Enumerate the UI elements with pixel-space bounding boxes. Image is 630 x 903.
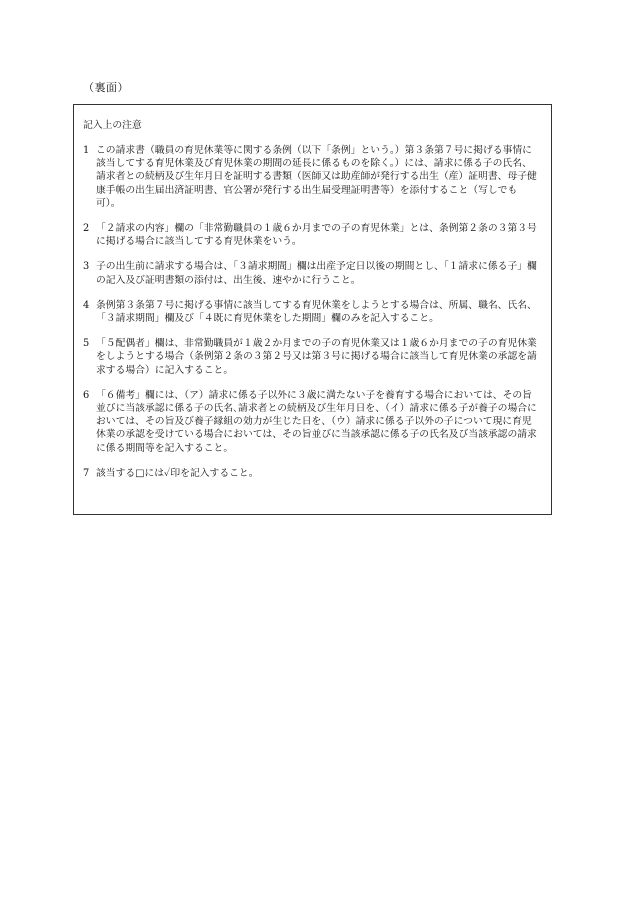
note-text: 「２請求の内容」欄の「非常勤職員の１歳６か月までの子の育児休業」とは、条例第２条の３第３号に掲げる場合に該当してする育児休業をいう。 (96, 223, 537, 248)
note-number: 2 (83, 223, 90, 235)
note-text: 「６備考」欄には、（ア）請求に係る子以外に３歳に満たない子を養育する場合においては、その旨並びに当該承認に係る子の氏名､請求者との続柄及び生年月日を、（イ）請求に係る子が養子の場合においては、その旨及び養子縁組の効力が生じた日を、（ウ）請求に係る子以外の子について現に育児休業の承認を受けている場合においては、その旨並びに当該承認に係る子の氏名及び当該承認の請求に係る期間等を記入すること。 (96, 389, 537, 454)
note-number: 6 (83, 389, 90, 401)
note-item (83, 389, 539, 455)
note-item (83, 144, 539, 210)
page-side-label: （裏面） (83, 81, 129, 94)
note-item (83, 260, 539, 286)
note-text: 「５配偶者」欄は、非常勤職員が１歳２か月までの子の育児休業又は１歳６か月までの子の育児休業をしようとする場合（条例第２条の３第２号又は第３号に掲げる場合に該当して育児休業の承認を請求する場合）に記入すること。 (96, 338, 537, 376)
notes-heading: 記入上の注意 (83, 120, 142, 131)
note-text: この請求書（職員の育児休業等に関する条例（以下「条例」という。）第３条第７号に掲げる事情に該当してする育児休業及び育児休業の期間の延長に係るものを除く。）には、請求に係る子の氏名、請求者との続柄及び生年月日を証明する書類（医師又は助産師が発行する出生（産）証明書、母子健康手帳の出生届出済証明書、官公署が発行する出生届受理証明書等）を添付すること（写しでも可）。 (96, 145, 537, 209)
note-text: 該当する□には✓印を記入すること。 (96, 467, 259, 479)
note-number: 4 (83, 299, 90, 311)
note-number: 5 (83, 338, 90, 350)
notes-box (73, 104, 552, 515)
note-item (83, 337, 539, 377)
note-number: 7 (83, 467, 90, 479)
note-number: 3 (83, 261, 90, 273)
note-item (83, 222, 539, 248)
note-item (83, 299, 539, 325)
note-text: 子の出生前に請求する場合は、「３請求期間」欄は出産予定日以後の期間とし、「１請求に係る子」欄の記入及び証明書類の添付は、出生後、速やかに行うこと。 (96, 261, 537, 286)
note-item (83, 467, 539, 480)
note-number: 1 (83, 145, 90, 156)
note-text: 条例第３条第７号に掲げる事情に該当してする育児休業をしようとする場合は、所属、職名、氏名、「３請求期間」欄及び「４既に育児休業をした期間」欄のみを記入すること。 (96, 299, 537, 325)
